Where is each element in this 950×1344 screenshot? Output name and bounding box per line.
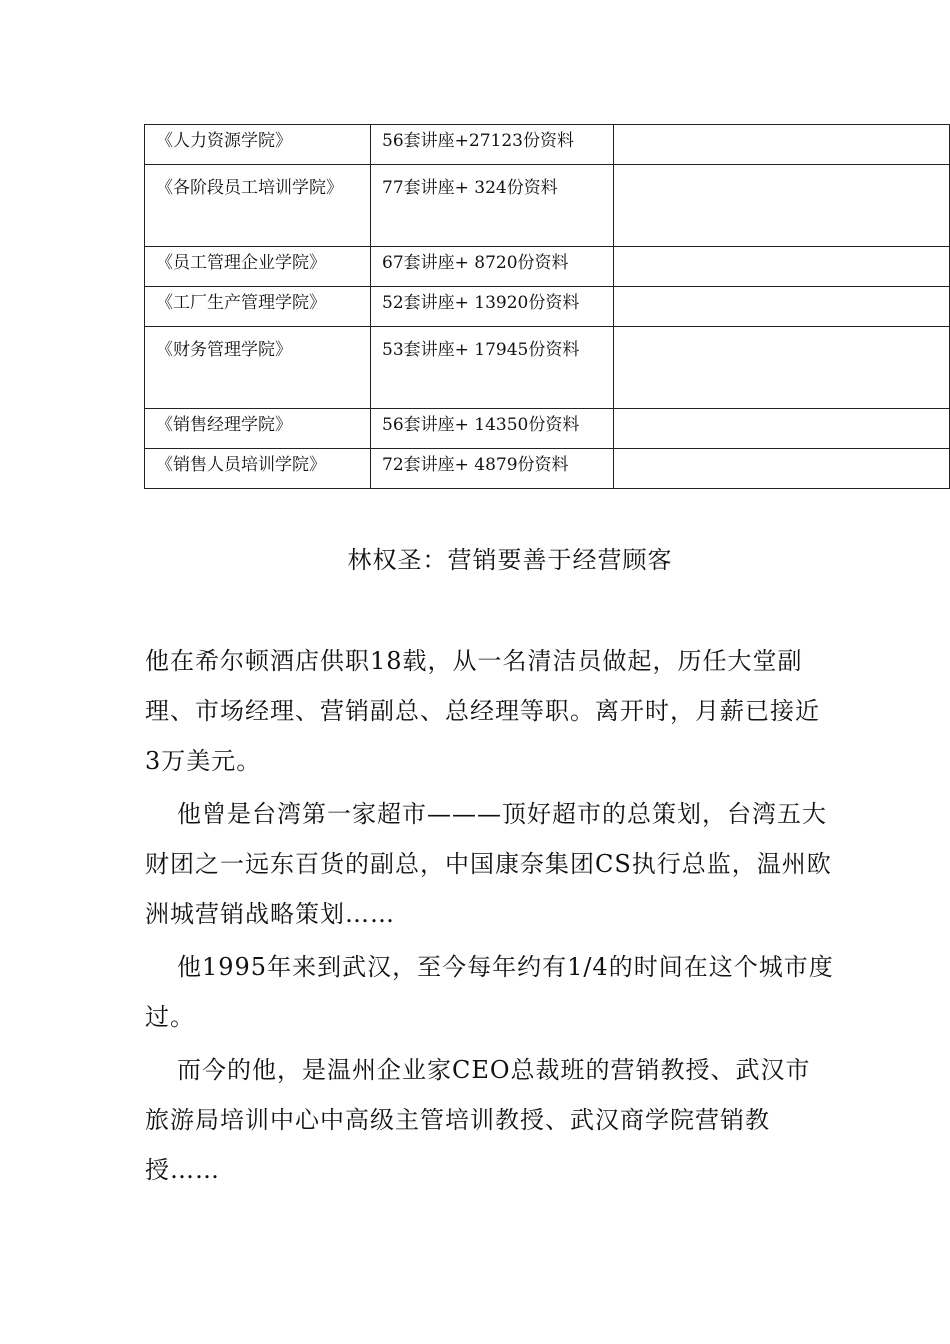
college-name-cell: 《销售经理学院》 <box>145 409 371 449</box>
college-name-cell: 《各阶段员工培训学院》 <box>145 165 371 247</box>
content-count-cell: 53套讲座+ 17945份资料 <box>371 327 614 409</box>
college-name-cell: 《财务管理学院》 <box>145 327 371 409</box>
content-count-cell: 56套讲座+ 14350份资料 <box>371 409 614 449</box>
table-row <box>145 125 950 165</box>
article-title: 林权圣：营销要善于经营顾客 <box>347 546 673 574</box>
table-row <box>145 287 950 327</box>
table-row <box>145 449 950 489</box>
note-cell <box>614 409 950 449</box>
content-count-cell: 56套讲座+27123份资料 <box>371 125 614 165</box>
note-cell <box>614 449 950 489</box>
article-paragraph: 他1995年来到武汉，至今每年约有1/4的时间在这个城市度过。 <box>145 953 834 1031</box>
course-catalog-table <box>144 124 950 489</box>
note-cell <box>614 125 950 165</box>
article-paragraph: 而今的他，是温州企业家CEO总裁班的营销教授、武汉市旅游局培训中心中高级主管培训教授、武汉商学院营销教授…… <box>145 1056 811 1184</box>
table-row <box>145 327 950 409</box>
note-cell <box>614 247 950 287</box>
note-cell <box>614 327 950 409</box>
content-count-cell: 67套讲座+ 8720份资料 <box>371 247 614 287</box>
article-paragraph: 他在希尔顿酒店供职18载，从一名清洁员做起，历任大堂副理、市场经理、营销副总、总经理等职。离开时，月薪已接近3万美元。 <box>145 647 820 775</box>
content-count-cell: 77套讲座+ 324份资料 <box>371 165 614 247</box>
college-name-cell: 《销售人员培训学院》 <box>145 449 371 489</box>
table-row <box>145 165 950 247</box>
college-name-cell: 《人力资源学院》 <box>145 125 371 165</box>
content-count-cell: 72套讲座+ 4879份资料 <box>371 449 614 489</box>
article-body <box>145 636 835 1198</box>
article-paragraph: 他曾是台湾第一家超市———顶好超市的总策划，台湾五大财团之一远东百货的副总，中国康奈集团CS执行总监，温州欧洲城营销战略策划…… <box>145 800 832 928</box>
note-cell <box>614 287 950 327</box>
college-name-cell: 《工厂生产管理学院》 <box>145 287 371 327</box>
note-cell <box>614 165 950 247</box>
table-row <box>145 409 950 449</box>
content-count-cell: 52套讲座+ 13920份资料 <box>371 287 614 327</box>
college-name-cell: 《员工管理企业学院》 <box>145 247 371 287</box>
table-row <box>145 247 950 287</box>
